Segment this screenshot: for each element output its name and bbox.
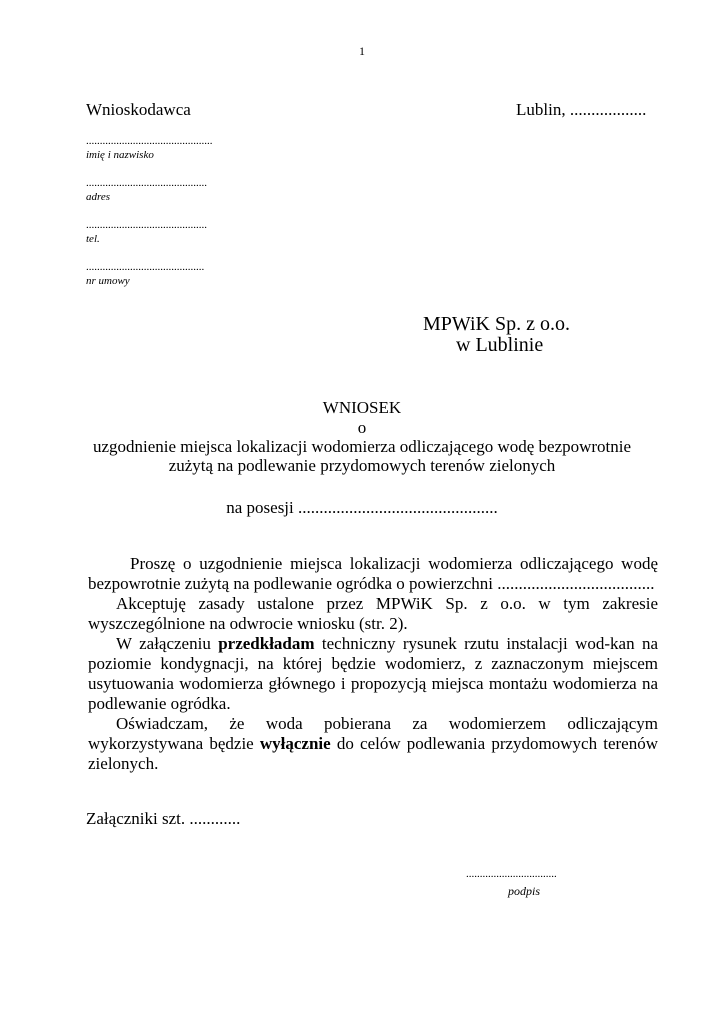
request-body: [88, 554, 658, 774]
page-number: 1: [359, 44, 365, 58]
paragraph-acceptance: Akceptuję zasady ustalone przez MPWiK Sp. z o.o. w tym zakresie wyszczególnione na odwrocie wniosku (str. 2).: [88, 594, 658, 633]
declaration-text-end: do celów podlewania przydomowych terenów zielonych.: [88, 734, 658, 773]
address-field-caption: adres: [86, 191, 111, 203]
attachments-count: Załączniki szt. ............: [86, 809, 241, 828]
recipient-city: w Lublinie: [456, 334, 544, 356]
declaration-bold-word: wyłącznie: [259, 734, 331, 753]
title-connector: o: [357, 418, 367, 437]
property-field: na posesji ...............................................: [226, 498, 498, 517]
phone-field-caption: tel.: [86, 233, 100, 245]
contract-field-caption: nr umowy: [86, 275, 130, 287]
address-field-dots: ............................................: [86, 177, 207, 189]
attachment-bold-verb: przedkładam: [218, 634, 315, 653]
recipient-name: MPWiK Sp. z o.o.: [423, 313, 570, 335]
paragraph-declaration: [88, 714, 658, 774]
attachment-text-start: W załączeniu: [116, 634, 219, 653]
title-subject-line-2: zużytą na podlewanie przydomowych terenów zielonych: [168, 456, 556, 475]
attachment-text-end: techniczny rysunek rzutu instalacji wod-kan na poziomie kondygnacji, na której będzie wodomierz, z zaznaczonym miejscem usytuowania wodomierza głównego i propozycją miejsca montażu wodomierza na podlewanie ogródka.: [88, 634, 658, 713]
paragraph-attachment: [88, 634, 658, 714]
name-field-caption: imię i nazwisko: [86, 149, 154, 161]
signature-caption: podpis: [508, 884, 541, 898]
declaration-text-start: Oświadczam, że woda pobierana za wodomierzem odliczającym wykorzystywana będzie: [88, 714, 658, 753]
city-date-field: Lublin, ..................: [516, 100, 647, 119]
phone-field-dots: ............................................: [86, 219, 207, 231]
signature-line: .................................: [466, 868, 557, 880]
document-title: WNIOSEK: [322, 398, 402, 417]
paragraph-request: Proszę o uzgodnienie miejsca lokalizacji wodomierza odliczającego wodę bezpowrotnie zużytą na podlewanie ogródka o powierzchni .....................................: [88, 554, 658, 593]
title-subject-line-1: uzgodnienie miejsca lokalizacji wodomierza odliczającego wodę bezpowrotnie: [92, 437, 632, 456]
applicant-label: Wnioskodawca: [86, 100, 191, 119]
name-field-dots: ..............................................: [86, 135, 213, 147]
contract-field-dots: ...........................................: [86, 261, 205, 273]
